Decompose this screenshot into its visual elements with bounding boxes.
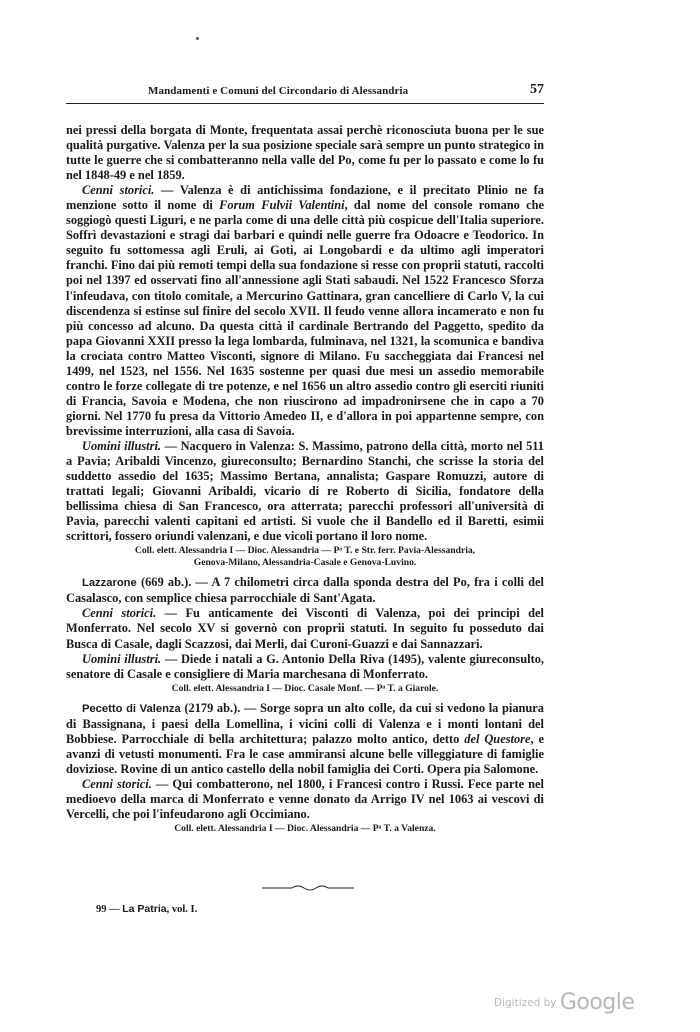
entry-lazzarone: Lazzarone (669 ab.). — A 7 chilometri circa dalla sponda destra del Po, fra i colli del Casalasco, con semplice chiesa parrocchiale di Sant'Agata. bbox=[66, 575, 544, 606]
header-title: Mandamenti e Comuni del Circondario di Alessandria bbox=[148, 85, 409, 97]
stray-dot bbox=[196, 37, 199, 40]
paragraph-uomini-illustri-lazzarone: Uomini illustri. — Diede i natali a G. Antonio Della Riva (1495), valente giureconsulto, senatore di Casale e consigliere di Maria marchesana di Monferrato. bbox=[66, 651, 544, 681]
collegio-note-lazzarone: Coll. elett. Alessandria I — Dioc. Casale Monf. — Pᵃ T. a Giarole. bbox=[171, 682, 439, 694]
forum-name: Forum Fulvii Valentini bbox=[219, 198, 345, 213]
digitized-watermark: Digitized by Google bbox=[494, 990, 635, 1015]
entry-name: Lazzarone bbox=[82, 577, 137, 590]
paragraph-uomini-illustri-valenza: Uomini illustri. — Nacquero in Valenza: S. Massimo, patrono della città, morto nel 511 a Pavia; Aribaldi Vincenzo, giureconsulto; Bernardino Stanchi, che scrisse la storia del suddetto assedio del 1635; Massimo Bertana, annalista; Gaspare Romuzzi, autore di trattati legali; Giovanni Aribaldi, vicario di re Roberto di Sicilia, fondatore della bellissima chiesa di San Francesco, ora atterrata; parecchi professori all'università di Pavia, parecchi valenti capitani ed artisti. Si vuole che il Bandello ed il Baretti, esimii scrittori, fossero oriundi valenzani, e due vicoli portano il loro nome. bbox=[66, 438, 544, 544]
section-label: Cenni storici. bbox=[82, 183, 155, 198]
paragraph-cenni-storici-lazzarone: Cenni storici. — Fu anticamente dei Visconti di Valenza, poi dei principi del Monferrato. Nel secolo XV si governò con proprii statuti. In seguito fu posseduto dai Busca di Casale, dagli Scazzosi, dai Merli, dai Curoni-Guazzi e dai Sannazzari. bbox=[66, 606, 544, 651]
entry-name: Pecetto di Valenza bbox=[82, 702, 181, 715]
section-label: Cenni storici. bbox=[82, 606, 157, 621]
section-label: Cenni storici. bbox=[82, 776, 152, 791]
paragraph-cenni-storici-pecetto: Cenni storici. — Qui combatterono, nel 1800, i Francesi contro i Russi. Fece parte nel medioevo della marca di Monferrato e venne donato da Arrigo IV nel 1063 ai vescovi di Vercelli, che poi l'infeudarono agli Occimiano. bbox=[66, 776, 544, 821]
running-header bbox=[66, 82, 544, 104]
page-number: 57 bbox=[530, 82, 544, 97]
body-text bbox=[66, 123, 544, 841]
paragraph-continuation: nei pressi della borgata di Monte, frequentata assai perchè riconosciuta buona per le sue qualità purgative. Valenza per la sua posizione speciale sarà sempre un punto strategico in tutte le guerre che si combatteranno nella valle del Po, come fu per lo passato e come lo fu nel 1848-49 e nel 1859. bbox=[66, 123, 544, 183]
questore-name: del Questore bbox=[464, 731, 531, 746]
collegio-note-valenza: Coll. elett. Alessandria I — Dioc. Alessandria — Pᵃ T. e Str. ferr. Pavia-Alessandria, Genova-Milano, Alessandria-Casale e Genova-Luvino. bbox=[134, 545, 476, 569]
paragraph-cenni-storici-valenza: Cenni storici. — Valenza è di antichissima fondazione, e il precitato Plinio ne fa menzione sotto il nome di Forum Fulvii Valentini, dal nome del console romano che soggiogò questi Liguri, e ne parla come di una delle città più cospicue dell'Italia superiore. Soffrì devastazioni e stragi dai barbari e quindi nelle guerre fra Odoacre e Teodorico. In seguito fu sottomessa agli Eruli, ai Goti, ai Longobardi e da ultimo agli imperatori franchi. Fino dai più remoti tempi della sua fondazione si resse con proprii statuti, raccolti poi nel 1397 ed osservati fino all'annessione agli Stati sabaudi. Nel 1522 Francesco Sforza l'infeudava, con titolo comitale, a Mercurino Gattinara, gran cancelliere di Carlo V, la cui discendenza si estinse sul finire del secolo XVII. Il feudo venne allora incamerato e non fu più concesso ad alcuno. Da questa città il cardinale Bertrando del Paggetto, spedito da papa Giovanni XXII presso la lega lombarda, fulminava, nel 1321, la scomunica e bandiva la crociata contro Matteo Visconti, signore di Milano. Fu saccheggiata dai Francesi nel 1499, nel 1523, nel 1556. Nel 1635 sostenne per quasi due mesi un assedio memorabile contro le forze collegate di tre potenze, e nel 1656 un altro assedio contro gli eserciti riuniti di Francia, Savoia e Modena, che non riuscirono ad impadronirsene che in capo a 70 giorni. Nel 1770 fu presa da Vittorio Amedeo II, e d'allora in poi appartenne sempre, con brevissime interruzioni, alla casa di Savoia. bbox=[66, 183, 544, 438]
entry-pecetto: Pecetto di Valenza (2179 ab.). — Sorge sopra un alto colle, da cui si vedono la pianura di Bassignana, i paesi della Lomellina, i vicini colli di Valenza e i monti lontani del Bobbiese. Parrocchiale di bella architettura; palazzo molto antico, detto del Questore, e avanzi di vetusti monumenti. Fra le case ammiransi alcune belle villeggiature di famiglie doviziose. Rovine di un antico castello della nobil famiglia dei Corti. Opera pia Salomone. bbox=[66, 700, 545, 776]
collegio-note-pecetto: Coll. elett. Alessandria I — Dioc. Alessandria — Pᵃ T. a Valenza. bbox=[174, 823, 436, 835]
section-label: Uomini illustri. bbox=[82, 651, 162, 666]
signature-footnote: 99 — La Patria, vol. I. bbox=[96, 903, 198, 915]
section-label: Uomini illustri. bbox=[82, 438, 161, 453]
ornament-divider bbox=[262, 884, 354, 892]
work-title: La Patria bbox=[122, 903, 167, 915]
